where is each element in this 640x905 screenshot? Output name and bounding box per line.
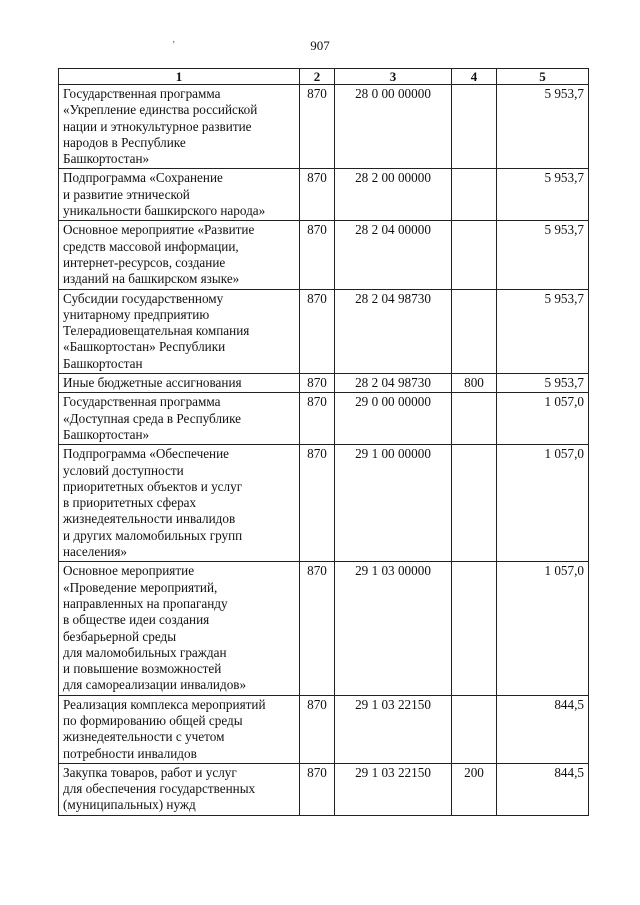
row-ministry: 870 [300,85,335,169]
row-amount: 5 953,7 [497,85,589,169]
table-row [59,374,589,393]
row-code: 28 0 00 00000 [335,85,452,169]
scan-mark: ’ [172,40,176,51]
row-code: 29 0 00 00000 [335,393,452,445]
row-type [452,85,497,169]
row-ministry: 870 [300,169,335,221]
row-type [452,169,497,221]
row-type: 800 [452,374,497,393]
row-type [452,221,497,289]
column-header-3: 3 [335,69,452,85]
table-row [59,763,589,815]
row-name: Государственная программа «Доступная среда в Республике Башкортостан» [59,393,300,445]
row-type [452,445,497,562]
row-name: Государственная программа «Укрепление единства российской нации и этнокультурное развитие народов в Республике Башкортостан» [59,85,300,169]
row-type: 200 [452,763,497,815]
row-ministry: 870 [300,289,335,373]
row-ministry: 870 [300,562,335,695]
table-row [59,562,589,695]
row-type [452,695,497,763]
row-ministry: 870 [300,763,335,815]
page-number: 907 [310,38,330,53]
row-ministry: 870 [300,695,335,763]
table-row [59,169,589,221]
table-row [59,695,589,763]
row-amount: 5 953,7 [497,169,589,221]
row-amount: 844,5 [497,763,589,815]
table-row [59,393,589,445]
row-name: Субсидии государственному унитарному предприятию Телерадиовещательная компания «Башкортостан» Республики Башкортостан [59,289,300,373]
row-name: Закупка товаров, работ и услуг для обеспечения государственных (муниципальных) нужд [59,763,300,815]
row-code: 29 1 03 22150 [335,763,452,815]
row-type [452,289,497,373]
row-amount: 5 953,7 [497,374,589,393]
budget-table [58,68,589,816]
row-ministry: 870 [300,393,335,445]
row-name: Иные бюджетные ассигнования [59,374,300,393]
row-amount: 1 057,0 [497,393,589,445]
row-code: 29 1 03 00000 [335,562,452,695]
row-code: 28 2 04 98730 [335,289,452,373]
row-amount: 1 057,0 [497,562,589,695]
row-name: Подпрограмма «Обеспечение условий доступности приоритетных объектов и услуг в приоритетных сферах жизнедеятельности инвалидов и других маломобильных групп населения» [59,445,300,562]
row-name: Реализация комплекса мероприятий по формированию общей среды жизнедеятельности с учетом потребности инвалидов [59,695,300,763]
row-amount: 1 057,0 [497,445,589,562]
column-header-1: 1 [59,69,300,85]
row-ministry: 870 [300,374,335,393]
row-name: Подпрограмма «Сохранение и развитие этнической уникальности башкирского народа» [59,169,300,221]
row-name: Основное мероприятие «Развитие средств массовой информации, интернет-ресурсов, создание изданий на башкирском языке» [59,221,300,289]
row-type [452,393,497,445]
row-code: 28 2 00 00000 [335,169,452,221]
table-header-row [59,69,589,85]
table-row [59,289,589,373]
row-name: Основное мероприятие «Проведение мероприятий, направленных на пропаганду в обществе идеи создания безбарьерной среды для маломобильных граждан и повышение возможностей для самореализации инвалидов» [59,562,300,695]
row-ministry: 870 [300,445,335,562]
row-amount: 5 953,7 [497,221,589,289]
table-row [59,85,589,169]
table-row [59,221,589,289]
column-header-5: 5 [497,69,589,85]
row-ministry: 870 [300,221,335,289]
row-code: 29 1 03 22150 [335,695,452,763]
row-code: 29 1 00 00000 [335,445,452,562]
row-amount: 5 953,7 [497,289,589,373]
row-amount: 844,5 [497,695,589,763]
column-header-2: 2 [300,69,335,85]
table-row [59,445,589,562]
row-code: 28 2 04 00000 [335,221,452,289]
column-header-4: 4 [452,69,497,85]
row-type [452,562,497,695]
row-code: 28 2 04 98730 [335,374,452,393]
